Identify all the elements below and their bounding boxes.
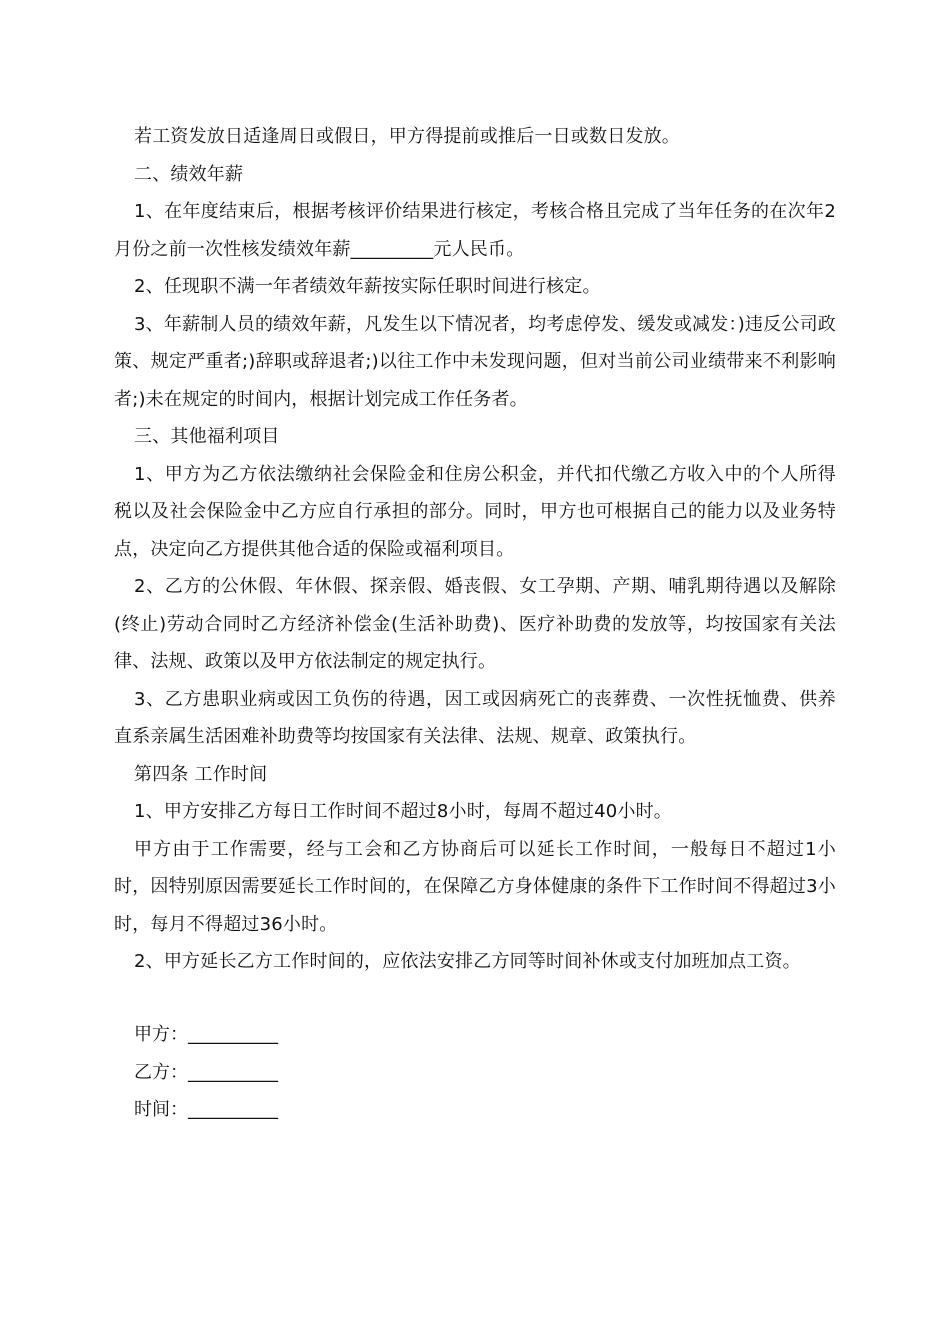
paragraph-hours-2: 2、甲方延长乙方工作时间的，应依法安排乙方同等时间补休或支付加班加点工资。 [134, 951, 801, 972]
paragraph-benefits-2: 2、乙方的公休假、年休假、探亲假、婚丧假、女工孕期、产期、哺乳期待遇以及解除(终止)劳动合同时乙方经济补偿金(生活补助费)、医疗补助费的发放等，均按国家有关法律、法规、政策以及甲方依法制定的规定执行。 [114, 576, 836, 672]
paragraph-performance-2: 2、任现职不满一年者绩效年薪按实际任职时间进行核定。 [134, 276, 601, 297]
signature-party-a: 甲方：__________ [134, 1024, 278, 1045]
article-heading-working-hours: 第四条 工作时间 [134, 763, 268, 785]
signature-date: 时间：__________ [134, 1099, 278, 1120]
paragraph-performance-1: 1、在年度结束后，根据考核评价结果进行核定，考核合格且完成了当年任务的在次年2月份之前一次性核发绩效年薪_________元人民币。 [114, 201, 836, 260]
paragraph-benefits-1: 1、甲方为乙方依法缴纳社会保险金和住房公积金，并代扣代缴乙方收入中的个人所得税以及社会保险金中乙方应自行承担的部分。同时，甲方也可根据自己的能力以及业务特点，决定向乙方提供其他合适的保险或福利项目。 [114, 463, 836, 560]
paragraph-performance-3: 3、年薪制人员的绩效年薪，凡发生以下情况者，均考虑停发、缓发或减发：)违反公司政策、规定严重者;)辞职或辞退者;)以往工作中未发现问题，但对当前公司业绩带来不利影响者;)未在规定的时间内，根据计划完成工作任务者。 [114, 313, 836, 410]
paragraph-hours-extension: 甲方由于工作需要，经与工会和乙方协商后可以延长工作时间，一般每日不超过1小时，因特别原因需要延长工作时间的，在保障乙方身体健康的条件下工作时间不得超过3小时，每月不得超过36小时。 [114, 838, 836, 935]
section-heading-performance-salary: 二、绩效年薪 [134, 163, 244, 185]
document-body [114, 118, 836, 981]
signature-block [134, 1016, 278, 1129]
paragraph-salary-date: 若工资发放日适逢周日或假日，甲方得提前或推后一日或数日发放。 [134, 126, 680, 147]
paragraph-benefits-3: 3、乙方患职业病或因工负伤的待遇，因工或因病死亡的丧葬费、一次性抚恤费、供养直系亲属生活困难补助费等均按国家有关法律、法规、规章、政策执行。 [114, 688, 836, 747]
paragraph-hours-1: 1、甲方安排乙方每日工作时间不超过8小时，每周不超过40小时。 [134, 801, 673, 822]
signature-party-b: 乙方：__________ [134, 1061, 278, 1083]
section-heading-other-benefits: 三、其他福利项目 [134, 426, 280, 447]
